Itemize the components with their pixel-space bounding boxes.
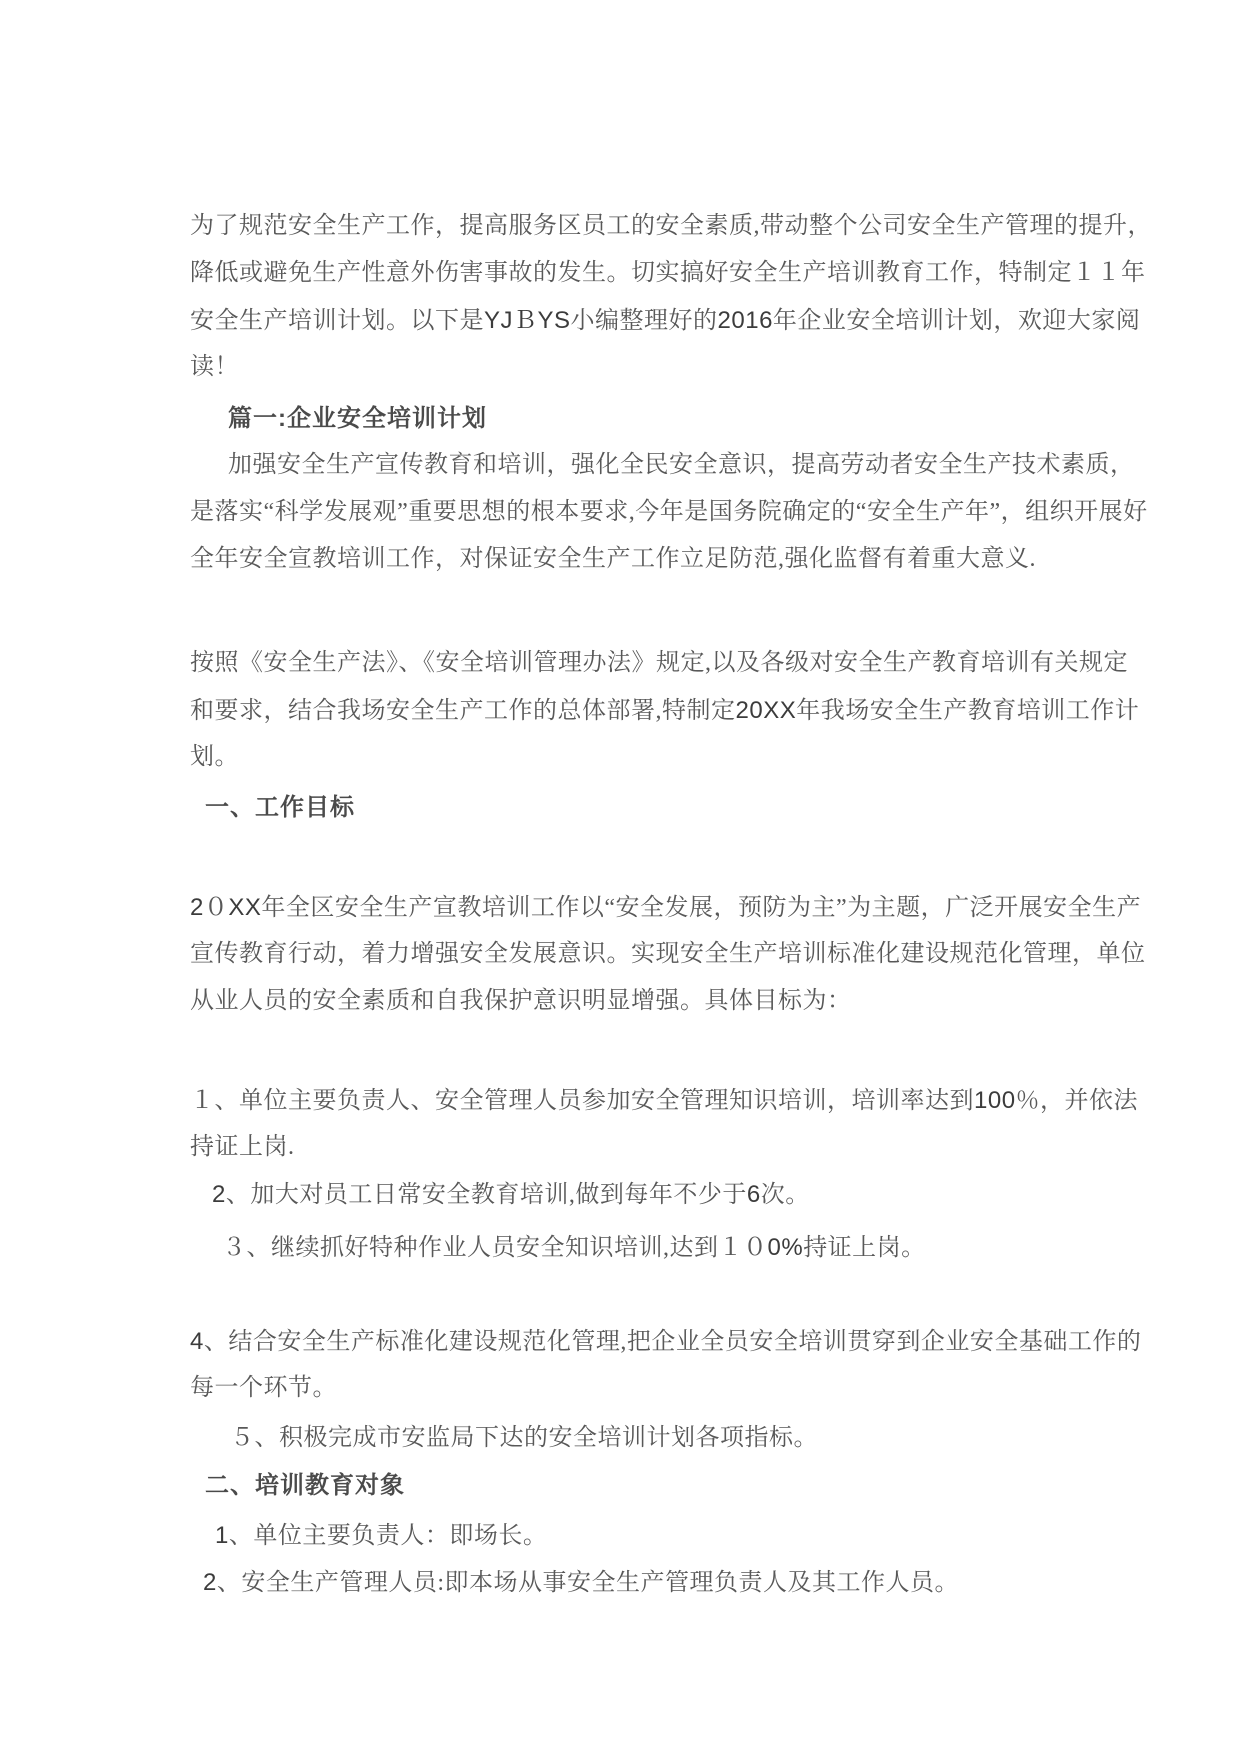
intro-paragraph-line-3 xyxy=(190,297,1141,344)
target-item-2-line-1 xyxy=(190,1559,1081,1606)
section-heading-training-targets-line-1 xyxy=(190,1462,1081,1509)
numeral-text: 0% xyxy=(767,1234,804,1261)
text-run: 篇一:企业安全培训计划 xyxy=(228,405,487,432)
goal-item-1-line-1 xyxy=(190,1077,1139,1124)
goal-item-5-line-1 xyxy=(190,1415,1081,1462)
goal-item-4-line-1 xyxy=(190,1318,1142,1365)
goals-paragraph-line-2 xyxy=(190,931,1146,978)
text-run: 为了规范安全生产工作，提高服务区员工的安全素质,带动整个公司安全生产管理的提升， xyxy=(190,213,1152,239)
basis-paragraph-line-1 xyxy=(190,640,1128,687)
numeral-text: 2 xyxy=(203,1569,217,1596)
text-run: 年企业安全培训计划，欢迎大家阅 xyxy=(772,308,1141,334)
numeral-text: 6 xyxy=(746,1181,761,1208)
text-run: 二、培训教育对象 xyxy=(205,1472,405,1499)
goal-item-3-line-1 xyxy=(190,1224,1081,1271)
goal-item-2 xyxy=(190,1171,1081,1218)
text-run: ０ xyxy=(203,895,229,921)
basis-paragraph xyxy=(190,640,1140,781)
goal-item-1 xyxy=(190,1077,1139,1171)
text-run: 读！ xyxy=(190,354,239,380)
text-run: 、结合安全生产标准化建设规范化管理,把企业全员安全培训贯穿到企业安全基础工作的 xyxy=(203,1329,1142,1355)
basis-paragraph-line-2 xyxy=(190,687,1140,734)
text-run: １、单位主要负责人、安全管理人员参加安全管理知识培训，培训率达到 xyxy=(190,1088,974,1114)
text-run: 全年安全宣教培训工作，对保证安全生产工作立足防范,强化监督有着重大意义. xyxy=(190,546,1036,572)
text-run: 次。 xyxy=(760,1182,810,1208)
numeral-text: 2 xyxy=(212,1181,226,1208)
document-content xyxy=(190,203,1152,1606)
numeral-text: 20XX xyxy=(735,697,797,724)
numeral-text: XX xyxy=(228,894,262,921)
goal-item-1-line-2 xyxy=(190,1124,1081,1171)
overview-paragraph xyxy=(190,442,1148,583)
text-run: 一、工作目标 xyxy=(205,794,355,821)
text-run: 宣传教育行动，着力增强安全发展意识。实现安全生产培训标准化建设规范化管理，单位 xyxy=(190,941,1146,967)
text-run: 是落实“科学发展观”重要思想的根本要求,今年是国务院确定的“安全生产年”，组织开展好 xyxy=(190,499,1148,525)
text-run: 、加大对员工日常安全教育培训,做到每年不少于 xyxy=(225,1182,747,1208)
intro-paragraph xyxy=(190,203,1152,391)
text-run: 安全生产培训计划。以下是 xyxy=(190,308,484,334)
numeral-text: 100 xyxy=(974,1087,1016,1114)
text-run: 、单位主要负责人：即场长。 xyxy=(228,1523,548,1549)
section-title-part-one-line-1 xyxy=(190,395,1081,442)
target-item-1 xyxy=(190,1512,1081,1559)
target-item-2 xyxy=(190,1559,1081,1606)
text-run: 降低或避免生产性意外伤害事故的发生。切实搞好安全生产培训教育工作，特制定１１年 xyxy=(190,260,1146,286)
numeral-text: 1 xyxy=(215,1522,229,1549)
intro-paragraph-line-1 xyxy=(190,203,1152,250)
goals-paragraph xyxy=(190,884,1146,1025)
section-heading-training-targets xyxy=(190,1462,1081,1509)
goals-paragraph-line-3 xyxy=(190,978,1081,1025)
goal-item-3 xyxy=(190,1224,1081,1271)
goal-item-4 xyxy=(190,1318,1142,1412)
overview-paragraph-line-3 xyxy=(190,536,1081,583)
section-title-part-one xyxy=(190,395,1081,442)
target-item-1-line-1 xyxy=(190,1512,1081,1559)
text-run: ３、继续抓好特种作业人员安全知识培训,达到１０ xyxy=(222,1235,768,1261)
section-heading-work-goals xyxy=(190,784,1081,831)
goal-item-5 xyxy=(190,1415,1081,1462)
text-run: 年全区安全生产宣教培训工作以“安全发展，预防为主”为主题，广泛开展安全生产 xyxy=(261,895,1142,921)
text-run: 按照《安全生产法》、《安全培训管理办法》规定,以及各级对安全生产教育培训有关规定 xyxy=(190,650,1128,676)
text-run: 持证上岗. xyxy=(190,1134,295,1160)
overview-paragraph-line-2 xyxy=(190,489,1148,536)
text-run: 每一个环节。 xyxy=(190,1375,337,1401)
text-run: 年我场安全生产教育培训工作计 xyxy=(796,698,1140,724)
intro-paragraph-line-4 xyxy=(190,344,1081,391)
section-heading-work-goals-line-1 xyxy=(190,784,1081,831)
goal-item-4-line-2 xyxy=(190,1365,1081,1412)
text-run: 、安全生产管理人员:即本场从事安全生产管理负责人及其工作人员。 xyxy=(216,1570,960,1596)
text-run: ５、积极完成市安监局下达的安全培训计划各项指标。 xyxy=(230,1425,818,1451)
text-run: 划。 xyxy=(190,744,239,770)
text-run: 持证上岗。 xyxy=(803,1235,926,1261)
goal-item-2-line-1 xyxy=(190,1171,1081,1218)
text-run: 和要求，结合我场安全生产工作的总体部署,特制定 xyxy=(190,698,736,724)
numeral-text: YJＢYS xyxy=(484,307,571,334)
numeral-text: 4 xyxy=(190,1328,204,1355)
basis-paragraph-line-3 xyxy=(190,734,1081,781)
numeral-text: 2016 xyxy=(717,307,773,334)
overview-paragraph-line-1 xyxy=(190,442,1135,489)
text-run: 小编整理好的 xyxy=(570,308,718,334)
text-run: ％，并依法 xyxy=(1015,1088,1139,1114)
goals-paragraph-line-1 xyxy=(190,884,1142,931)
intro-paragraph-line-2 xyxy=(190,250,1146,297)
text-run: 加强安全生产宣传教育和培训，强化全民安全意识，提高劳动者安全生产技术素质， xyxy=(228,452,1135,478)
numeral-text: 2 xyxy=(190,894,204,921)
text-run: 从业人员的安全素质和自我保护意识明显增强。具体目标为： xyxy=(190,988,852,1014)
